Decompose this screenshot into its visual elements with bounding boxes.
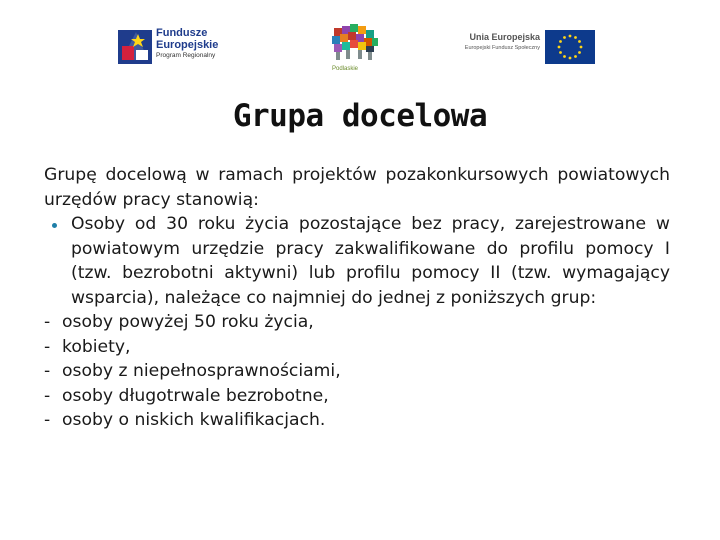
unia-europejska-logo xyxy=(450,30,600,70)
bullet-text: Osoby od 30 roku życia pozostające bez pracy, zarejestrowane w powiatowym urzędzie pracy zakwalifikowane do profilu pomocy I (tzw. bezrobotni aktywni) lub profilu pomocy II (tzw. wymagający wsparcia), należące co najmniej do jednej z poniższych grup: xyxy=(71,214,670,308)
list-item xyxy=(44,384,670,409)
slide-content xyxy=(44,163,670,433)
fe-star-icon xyxy=(118,26,152,66)
list-item-text: osoby długotrwale bezrobotne, xyxy=(62,385,329,406)
list-item xyxy=(44,359,670,384)
list-item-text: kobiety, xyxy=(62,336,131,357)
logo-bar xyxy=(0,18,720,78)
list-item xyxy=(44,408,670,433)
fe-logo-line1: Fundusze xyxy=(156,27,208,39)
dash-marker: - xyxy=(44,312,51,332)
eu-flag-icon xyxy=(545,30,595,64)
fe-logo-line3: Program Regionalny xyxy=(156,52,216,60)
podlaskie-label: Podlaskie xyxy=(332,66,359,72)
dash-marker: - xyxy=(44,336,51,357)
target-groups-list xyxy=(44,310,670,433)
list-item-text: osoby powyżej 50 roku życia, xyxy=(62,312,314,332)
bullet-dot-icon xyxy=(52,223,57,228)
dash-marker: - xyxy=(44,410,51,430)
list-item-text: osoby o niskich kwalifikacjach. xyxy=(62,410,326,430)
bullet-item xyxy=(44,212,670,310)
dash-marker: - xyxy=(44,361,51,381)
ue-logo-line2: Europejski Fundusz Społeczny xyxy=(464,45,540,51)
intro-paragraph: Grupę docelową w ramach projektów pozakonkursowych powiatowych urzędów pracy stanowią: xyxy=(44,165,670,210)
fundusze-europejskie-logo xyxy=(118,24,288,74)
list-item-text: osoby z niepełnosprawnościami, xyxy=(62,361,341,381)
slide-title: Grupa docelowa xyxy=(232,98,488,134)
fe-logo-line2: Europejskie xyxy=(156,38,219,51)
list-item xyxy=(44,310,670,335)
dash-marker: - xyxy=(44,385,51,406)
ue-logo-line1: Unia Europejska xyxy=(469,32,540,42)
list-item xyxy=(44,335,670,360)
